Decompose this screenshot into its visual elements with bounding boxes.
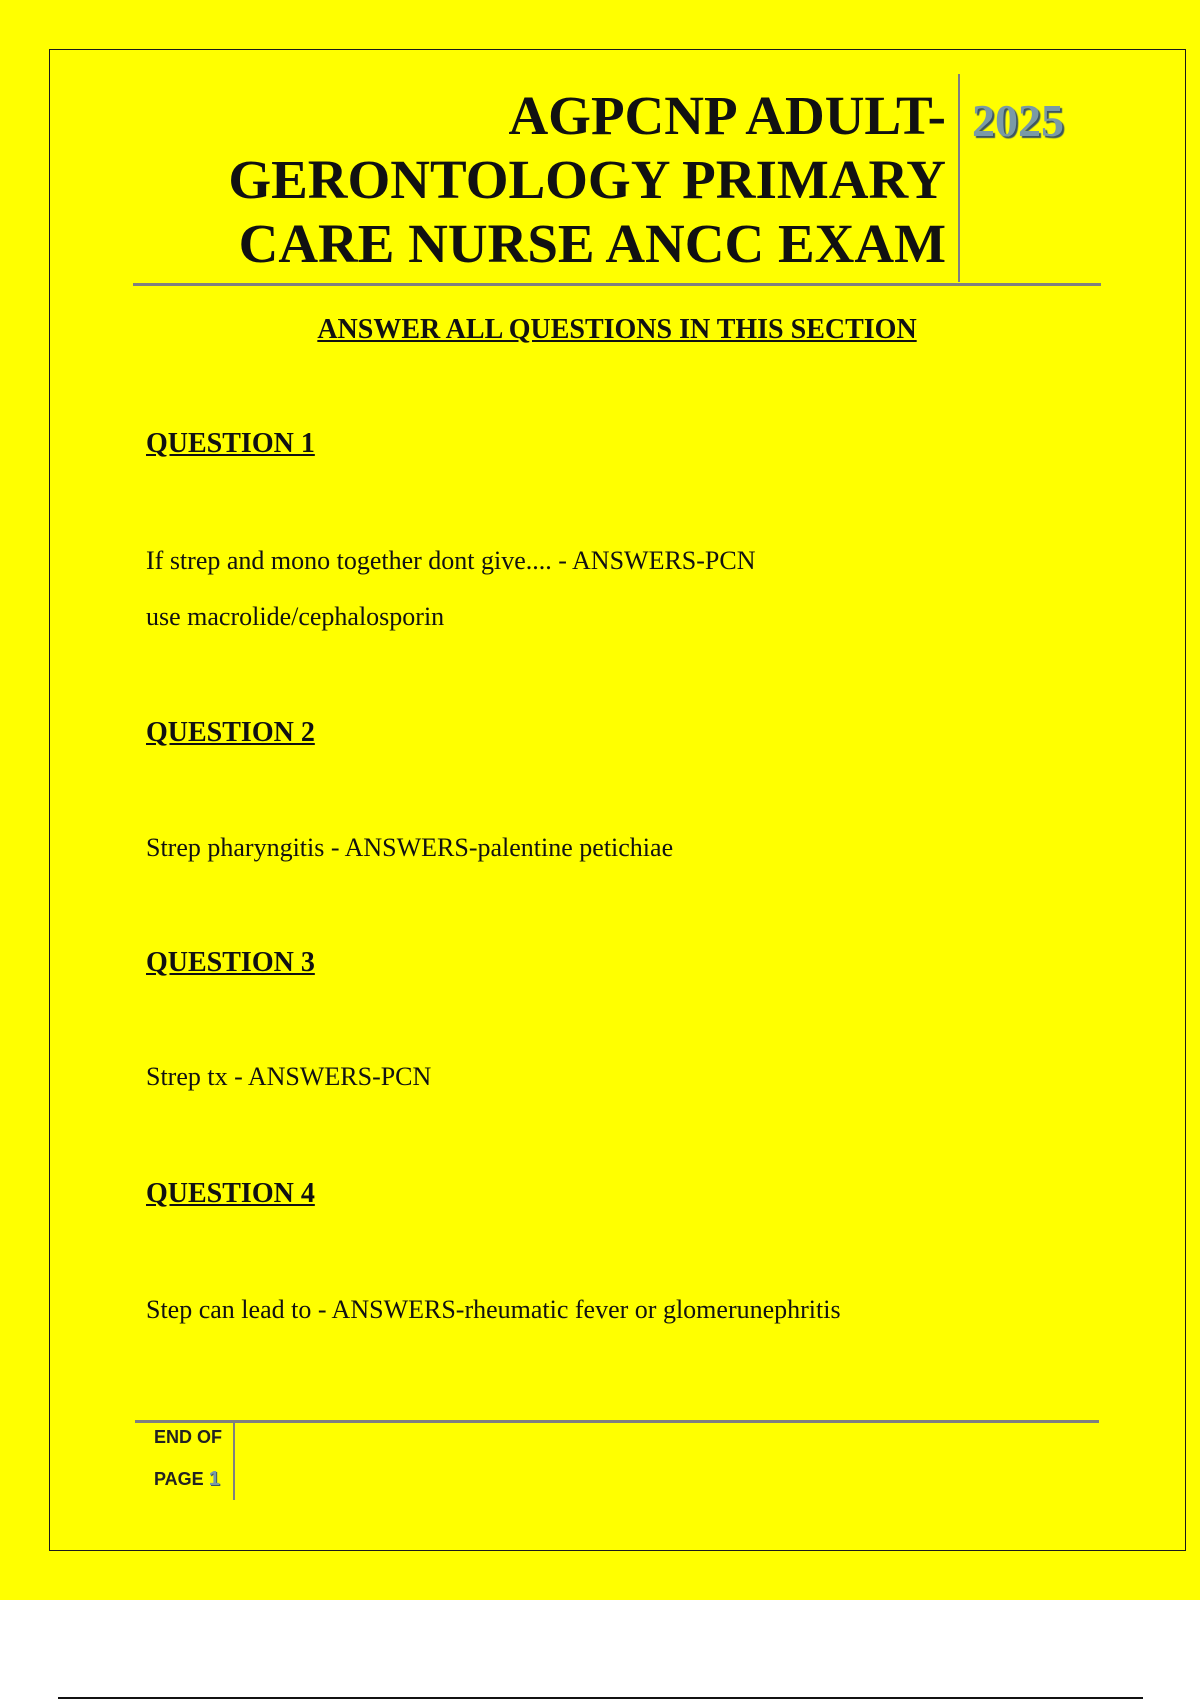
footer-divider-horizontal xyxy=(135,1420,1099,1423)
title-line-2: GERONTOLOGY PRIMARY xyxy=(228,149,946,210)
question-1-text-line-1: If strep and mono together dont give.... - ANSWERS-PCN xyxy=(146,546,756,575)
footer-divider-vertical xyxy=(233,1422,235,1500)
footer-page-prefix: PAGE xyxy=(154,1469,204,1489)
footer-page-label xyxy=(154,1468,220,1491)
title-divider-vertical xyxy=(958,74,960,282)
year-badge: 2025 xyxy=(972,95,1064,146)
question-3-heading: QUESTION 3 xyxy=(146,947,315,978)
section-instruction: ANSWER ALL QUESTIONS IN THIS SECTION xyxy=(317,314,917,345)
bottom-rule xyxy=(58,1697,1143,1699)
footer-page-number: 1 xyxy=(208,1468,220,1490)
question-4-text-line-1: Step can lead to - ANSWERS-rheumatic fever or glomerunephritis xyxy=(146,1295,841,1324)
title-divider-horizontal xyxy=(133,283,1101,286)
footer-end-of: END OF xyxy=(154,1427,223,1447)
question-1-heading: QUESTION 1 xyxy=(146,428,315,459)
question-2-heading: QUESTION 2 xyxy=(146,717,315,748)
question-1-text-line-2: use macrolide/cephalosporin xyxy=(146,602,445,631)
question-2-text-line-1: Strep pharyngitis - ANSWERS-palentine petichiae xyxy=(146,833,674,862)
document-title xyxy=(86,84,946,276)
title-line-1: AGPCNP ADULT- xyxy=(508,85,946,146)
question-4-heading: QUESTION 4 xyxy=(146,1178,315,1209)
question-3-text-line-1: Strep tx - ANSWERS-PCN xyxy=(146,1062,432,1091)
title-line-3: CARE NURSE ANCC EXAM xyxy=(238,213,946,274)
